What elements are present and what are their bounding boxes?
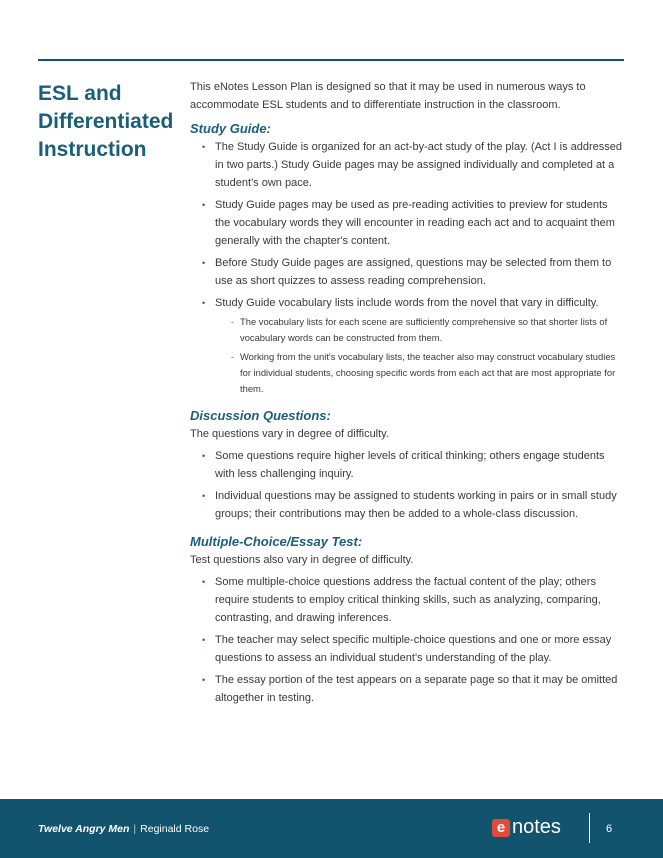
list-item-text: The essay portion of the test appears on a separate page so that it may be omitted altogether in testing. [215,674,618,704]
section-heading: Discussion Questions: [190,408,331,423]
bullet-list [190,573,624,707]
list-item-text: The Study Guide is organized for an act-by-act study of the play. (Act I is addressed in two parts.) Study Guide pages may be assigned individually and completed at a student's own pace. [215,141,622,189]
bullet-icon: • [202,635,206,645]
bullet-list [190,447,624,523]
list-item-text: Study Guide vocabulary lists include words from the novel that vary in difficulty. [215,297,599,309]
section-title-line: Differentiated [38,110,174,133]
list-item [190,196,624,250]
bullet-icon: • [202,258,206,268]
footer-divider [589,813,590,843]
page-footer [0,799,663,858]
main-content [190,78,624,711]
list-item-text: Some questions require higher levels of critical thinking; others engage students with less challenging inquiry. [215,450,605,480]
bullet-icon: • [202,298,206,308]
book-title: Twelve Angry Men [38,823,130,835]
section-title-line: Instruction [38,138,147,161]
dash-icon: - [231,316,235,327]
list-item [190,294,624,397]
sub-list-item-text: The vocabulary lists for each scene are sufficiently comprehensive so that shorter lists of vocabulary words can be constructed from them. [240,316,608,343]
list-item [190,487,624,523]
top-divider [38,59,624,61]
section-heading: Study Guide: [190,121,271,136]
section-description: The questions vary in degree of difficulty. [190,428,389,440]
list-item [190,573,624,627]
bullet-icon: • [202,451,206,461]
sub-list-item [215,314,624,346]
list-item-text: Some multiple-choice questions address the factual content of the play; others require students to employ critical thinking skills, such as analyzing, comparing, contrasting, and drawing inferences. [215,576,601,624]
footer-separator: | [133,823,137,835]
bullet-icon: • [202,491,206,501]
intro-paragraph: This eNotes Lesson Plan is designed so that it may be used in numerous ways to accommodate ESL students and to differentiate instruction in the classroom. [190,81,586,111]
section-heading: Multiple-Choice/Essay Test: [190,534,363,549]
section-title [38,80,188,164]
list-item-text: The teacher may select specific multiple-choice questions and one or more essay questions to assess an individual student's understanding of the play. [215,634,612,664]
study-guide-section [190,120,624,397]
page-number: 6 [606,823,613,835]
logo-wordmark: notes [512,816,561,838]
list-item [190,631,624,667]
section-title-line: ESL and [38,82,122,105]
list-item [190,447,624,483]
bullet-icon: • [202,142,206,152]
sub-list-item-text: Working from the unit's vocabulary lists, the teacher also may construct vocabulary studies for individual students, choosing specific words from each act that are most appropriate for them. [240,351,616,394]
list-item-text: Before Study Guide pages are assigned, questions may be selected from them to use as short quizzes to assess reading comprehension. [215,257,612,287]
bullet-list [190,138,624,397]
test-section [190,533,624,707]
section-description: Test questions also vary in degree of difficulty. [190,554,414,566]
dash-icon: - [231,351,235,362]
bullet-icon: • [202,200,206,210]
bullet-icon: • [202,577,206,587]
discussion-questions-section [190,407,624,523]
list-item [190,138,624,192]
sub-bullet-list [215,314,624,397]
list-item-text: Individual questions may be assigned to students working in pairs or in small study groups; their contributions may then be added to a whole-class discussion. [215,490,617,520]
logo-e-icon: e [492,819,510,837]
list-item [190,671,624,707]
list-item [190,254,624,290]
bullet-icon: • [202,675,206,685]
book-citation [38,823,209,835]
book-author: Reginald Rose [140,823,210,835]
list-item-text: Study Guide pages may be used as pre-reading activities to preview for students the vocabulary words they will encounter in reading each act and to acquaint them generally with the chapter's content. [215,199,615,247]
sub-list-item [215,349,624,397]
